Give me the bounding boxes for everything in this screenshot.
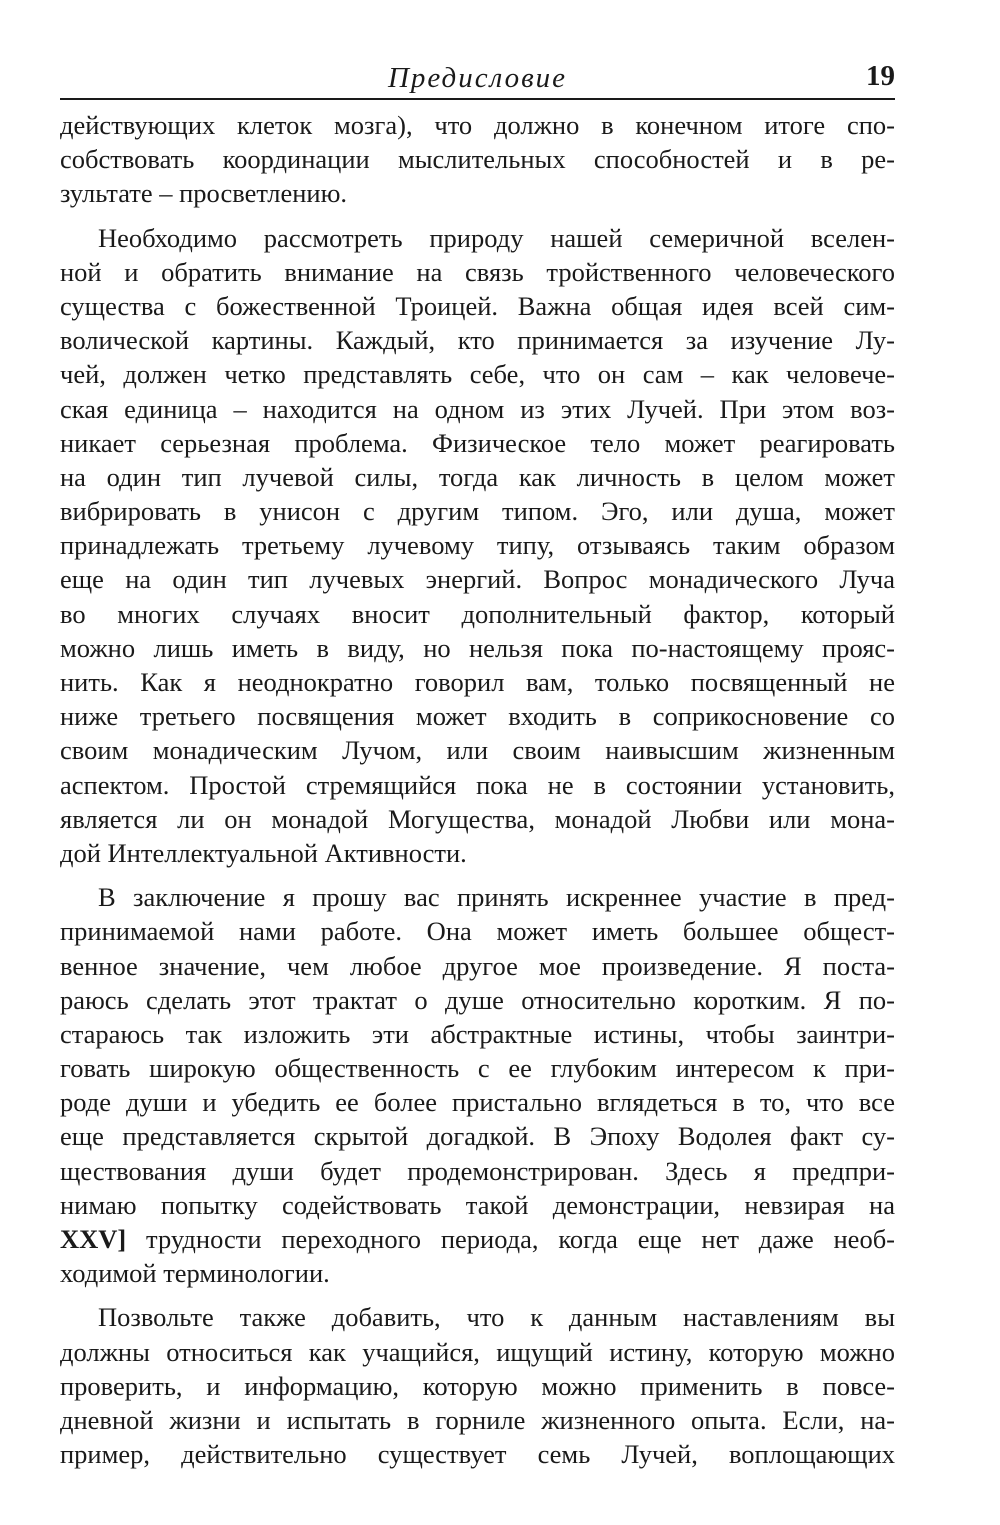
text-line: Позвольте также добавить, что к данным наставлениям вы <box>98 1302 895 1333</box>
text-line: волической картины. Каждый, кто принимается за изучение Лу- <box>60 325 895 356</box>
text-line-with-marker <box>60 1222 895 1256</box>
text-line: на один тип лучевой силы, тогда как личность в целом может <box>60 461 895 492</box>
text-line: нимаю попытку содействовать такой демонстрации, невзирая на <box>60 1189 895 1220</box>
text-line: ниже третьего посвящения может входить в соприкосновение со <box>60 701 895 732</box>
text-line: вибрировать в унисон с другим типом. Эго, или душа, может <box>60 496 895 527</box>
text-line: должны относиться как учащийся, ищущий истину, которую можно <box>60 1336 895 1367</box>
text-line: пример, действительно существует семь Лучей, воплощающих <box>60 1439 895 1470</box>
text-line: дой Интеллектуальной Активности. <box>60 837 467 868</box>
paragraph <box>60 880 895 1290</box>
text-line: ществования души будет продемонстрирован. Здесь я предпри- <box>60 1155 895 1186</box>
text-line: существа с божественной Троицей. Важна общая идея всей сим- <box>60 290 895 321</box>
text-line: действующих клеток мозга), что должно в конечном итоге спо- <box>60 110 895 140</box>
text-line: собствовать координации мыслительных способностей и в ре- <box>60 144 895 175</box>
page-number: 19 <box>866 60 895 92</box>
text-line: ной и обратить внимание на связь тройственного человеческого <box>60 256 895 287</box>
text-line: никает серьезная проблема. Физическое тело может реагировать <box>60 427 895 458</box>
text-line: принадлежать третьему лучевому типу, отзываясь таким образом <box>60 530 895 561</box>
edition-page-marker: XXV] <box>60 1224 127 1254</box>
text-line: В заключение я прошу вас принять искреннее участие в пред- <box>98 882 895 913</box>
text-line: еще на один тип лучевых энергий. Вопрос монадического Луча <box>60 564 895 595</box>
text-line: венное значение, чем любое другое мое произведение. Я поста- <box>60 950 895 981</box>
book-page <box>60 60 895 1471</box>
paragraph <box>60 108 895 211</box>
text-line: дневной жизни и испытать в горниле жизненного опыта. Если, на- <box>60 1404 895 1435</box>
text-line: стараюсь так изложить эти абстрактные истины, чтобы заинтри- <box>60 1018 895 1049</box>
text-line: роде души и убедить ее более пристально вглядеться в то, что все <box>60 1087 895 1118</box>
text-line: Необходимо рассмотреть природу нашей семеричной вселен- <box>98 222 895 253</box>
text-line: своим монадическим Лучом, или своим наивысшим жизненным <box>60 735 895 766</box>
text-line: аспектом. Простой стремящийся пока не в состоянии установить, <box>60 769 895 800</box>
text-line: принимаемой нами работе. Она может иметь большее общест- <box>60 916 895 947</box>
text-line: проверить, и информацию, которую можно применить в повсе- <box>60 1370 895 1401</box>
text-line: говать широкую общественность с ее глубоким интересом к при- <box>60 1053 895 1084</box>
text-line: ходимой терминологии. <box>60 1258 330 1289</box>
body-text <box>60 108 895 1471</box>
text-line: еще представляется скрытой догадкой. В Эпоху Водолея факт су- <box>60 1121 895 1152</box>
text-line: нить. Как я неоднократно говорил вам, только посвященный не <box>60 667 895 697</box>
running-title: Предисловие <box>387 62 568 94</box>
text-line: можно лишь иметь в виду, но нельзя пока по-настоящему прояс- <box>60 632 895 663</box>
text-line: во многих случаях вносит дополнительный фактор, который <box>60 598 895 629</box>
text-line: чей, должен четко представлять себе, что он сам – как человече- <box>60 359 895 390</box>
text-line: ская единица – находится на одном из этих Лучей. При этом воз- <box>60 393 895 424</box>
text-line-remainder: трудности переходного периода, когда еще нет даже необ- <box>126 1224 895 1254</box>
text-line: зультате – просветлению. <box>60 178 348 209</box>
paragraph <box>60 1300 895 1471</box>
text-line: раюсь сделать этот трактат о душе относительно коротким. Я по- <box>60 984 895 1015</box>
text-line: является ли он монадой Могущества, монадой Любви или мона- <box>60 803 895 834</box>
running-header <box>60 60 895 100</box>
paragraph <box>60 221 895 871</box>
